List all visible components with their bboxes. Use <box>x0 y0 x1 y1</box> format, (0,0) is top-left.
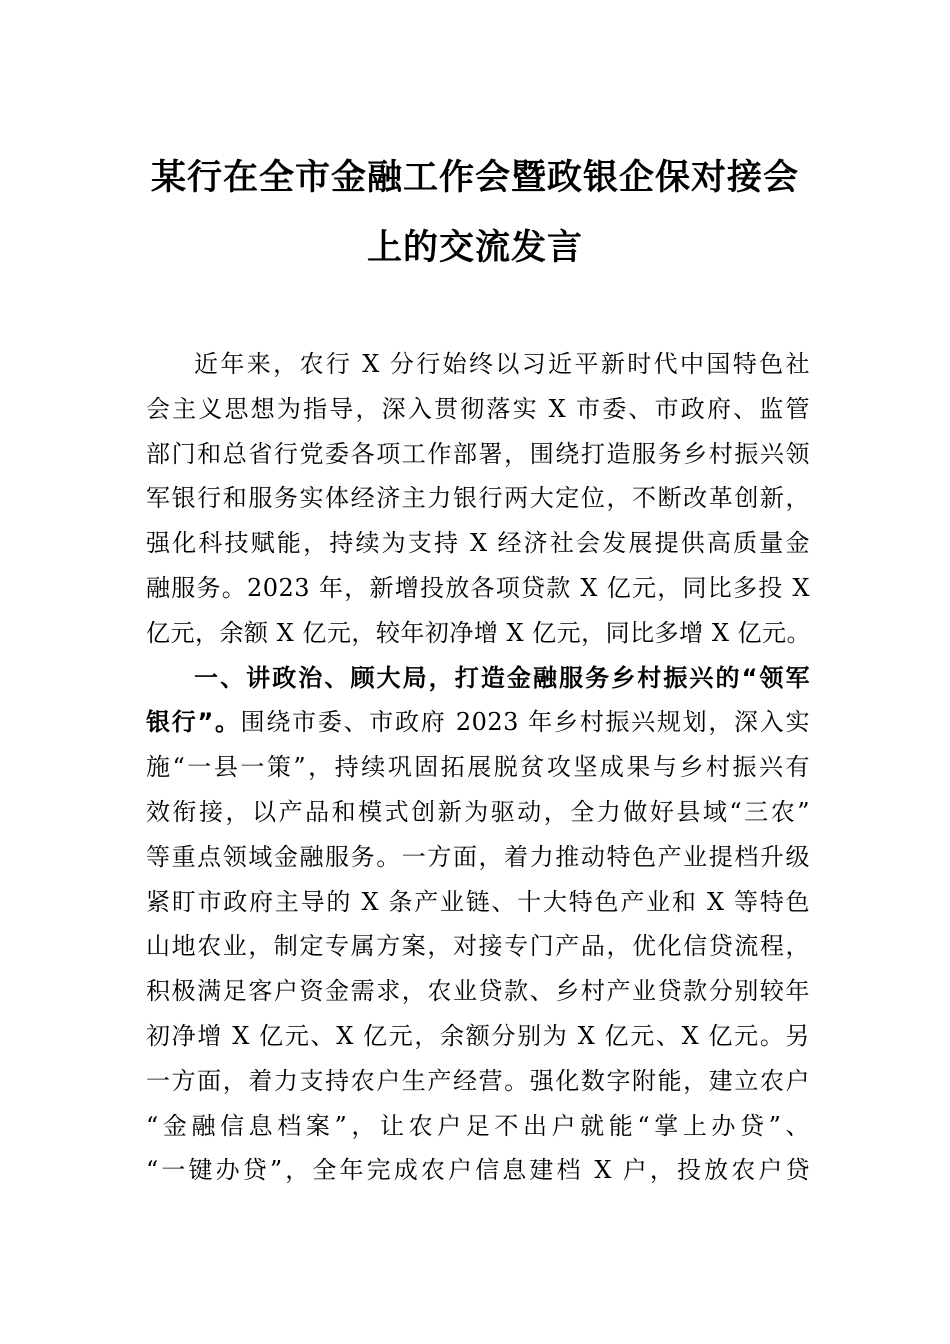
document-title-line-2: 上的交流发言 <box>366 228 583 268</box>
paragraph-1-line: 军银行和服务实体经济主力银行两大定位，不断改革创新， <box>146 484 810 513</box>
section-1-line: 紧盯市政府主导的 X 条产业链、十大特色产业和 X 等特色 <box>146 887 810 916</box>
section-1-text: 围绕市委、市政府 2023 年乡村振兴规划，深入实 <box>240 708 810 737</box>
document-body <box>146 342 810 1193</box>
section-1-line: “金融信息档案”，让农户足不出户就能“掌上办贷”、 <box>146 1111 810 1140</box>
section-1-heading-end: 银行”。 <box>146 708 241 737</box>
section-1-line: 施“一县一策”，持续巩固拓展脱贫攻坚成果与乡村振兴有 <box>146 753 810 782</box>
paragraph-1-line: 强化科技赋能，持续为支持 X 经济社会发展提供高质量金 <box>146 529 810 558</box>
section-1-line: 山地农业，制定专属方案，对接专门产品，优化信贷流程， <box>146 932 810 961</box>
section-1-line <box>146 700 810 745</box>
paragraph-1-line: 融服务。2023 年，新增投放各项贷款 X 亿元，同比多投 X <box>146 573 810 602</box>
document-title-line-1: 某行在全市金融工作会暨政银企保对接会 <box>150 158 799 198</box>
section-1-line: 效衔接，以产品和模式创新为驱动，全力做好县域“三农” <box>146 797 810 826</box>
paragraph-1-line: 亿元，余额 X 亿元，较年初净增 X 亿元，同比多增 X 亿元。 <box>146 618 812 647</box>
paragraph-1-line: 部门和总省行党委各项工作部署，围绕打造服务乡村振兴领 <box>146 439 810 468</box>
section-1-line: 初净增 X 亿元、X 亿元，余额分别为 X 亿元、X 亿元。另 <box>146 1021 810 1050</box>
section-1-line: 一方面，着力支持农户生产经营。强化数字附能，建立农户 <box>146 1066 810 1095</box>
section-1-line: 积极满足客户资金需求，农业贷款、乡村产业贷款分别较年 <box>146 977 810 1006</box>
section-1-line: “一键办贷”，全年完成农户信息建档 X 户，投放农户贷 <box>146 1156 810 1185</box>
paragraph-1-line: 会主义思想为指导，深入贯彻落实 X 市委、市政府、监管 <box>146 394 810 423</box>
section-1-heading: 一、讲政治、顾大局，打造金融服务乡村振兴的“领军 <box>194 663 810 692</box>
paragraph-1-line: 近年来，农行 X 分行始终以习近平新时代中国特色社 <box>194 350 810 378</box>
section-1-line: 等重点领域金融服务。一方面，着力推动特色产业提档升级 <box>146 842 810 871</box>
